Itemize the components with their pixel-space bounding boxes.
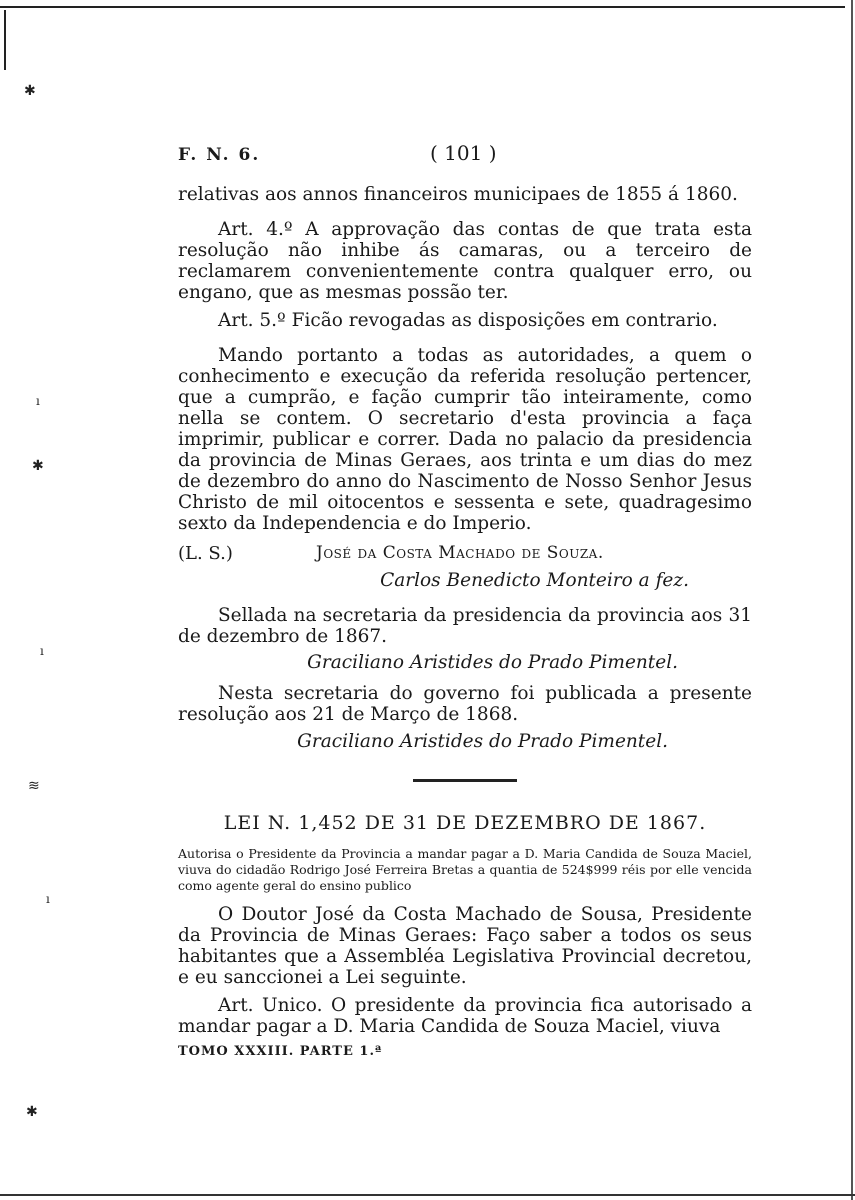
right-border xyxy=(851,0,853,1200)
sealed-by-signature: Graciliano Aristides do Prado Pimentel. xyxy=(307,652,678,673)
bottom-border xyxy=(0,1194,855,1196)
section-divider xyxy=(413,779,517,782)
top-border xyxy=(0,6,845,8)
president-signature: José da Costa Machado de Souza. xyxy=(316,543,604,563)
law-preamble: O Doutor José da Costa Machado de Sousa, Presidente da Provincia de Minas Geraes: Faço saber a todos os seus habitantes que a Assembléa Legislativa Provincial decretou, e eu sanccionei a Lei seguinte. xyxy=(178,904,752,988)
scan-speck: ı xyxy=(46,892,50,906)
article-4: Art. 4.º A approvação das contas de que trata esta resolução não inhibe ás camaras, ou a terceiro de reclamarem convenientemente contra qualquer erro, ou engano, que as mesmas possão ter. xyxy=(178,219,752,303)
page-header xyxy=(178,141,750,169)
running-head: F. N. 6. xyxy=(178,145,261,165)
article-5: Art. 5.º Ficão revogadas as disposições em contrario. xyxy=(218,310,718,331)
scan-speck: ı xyxy=(40,644,44,658)
scan-speck: ≋ xyxy=(28,778,40,794)
law-title: LEI N. 1,452 DE 31 DE DEZEMBRO DE 1867. xyxy=(223,812,707,834)
signature-row xyxy=(178,543,752,567)
volume-footer: TOMO XXXIII. PARTE 1.ª xyxy=(178,1044,383,1059)
published-note: Nesta secretaria do governo foi publicada a presente resolução aos 21 de Março de 1868. xyxy=(178,683,752,725)
law-summary: Autorisa o Presidente da Provincia a mandar pagar a D. Maria Candida de Souza Maciel, viuva do cidadão Rodrigo José Ferreira Bretas a quantia de 524$999 réis por elle vencida como agente geral do ensino publico xyxy=(178,846,752,893)
published-by-signature: Graciliano Aristides do Prado Pimentel. xyxy=(297,731,668,752)
scan-speck: ✱ xyxy=(26,1104,38,1120)
left-border xyxy=(4,10,6,70)
scan-speck: ✱ xyxy=(32,458,44,474)
enactment-paragraph: Mando portanto a todas as autoridades, a quem o conhecimento e execução da referida resolução pertencer, que a cumprão, e fação cumprir tão inteiramente, como nella se contem. O secretario d'esta provincia a faça imprimir, publicar e correr. Dada no palacio da presidencia da provincia de Minas Geraes, aos trinta e um dias do mez de dezembro do anno do Nascimento de Nosso Senhor Jesus Christo de mil oitocentos e sessenta e sete, quadragesimo sexto da Independencia e do Imperio. xyxy=(178,345,752,534)
scan-speck: ✱ xyxy=(24,83,36,99)
clerk-signature: Carlos Benedicto Monteiro a fez. xyxy=(380,570,689,591)
page-number: ( 101 ) xyxy=(430,141,497,165)
seal-mark: (L. S.) xyxy=(178,543,233,564)
sealed-note: Sellada na secretaria da presidencia da provincia aos 31 de dezembro de 1867. xyxy=(178,605,752,647)
law-article: Art. Unico. O presidente da provincia fica autorisado a mandar pagar a D. Maria Candida de Souza Maciel, viuva xyxy=(178,995,752,1037)
scan-speck: ı xyxy=(36,394,40,408)
paragraph-continuation: relativas aos annos financeiros municipaes de 1855 á 1860. xyxy=(178,184,738,205)
